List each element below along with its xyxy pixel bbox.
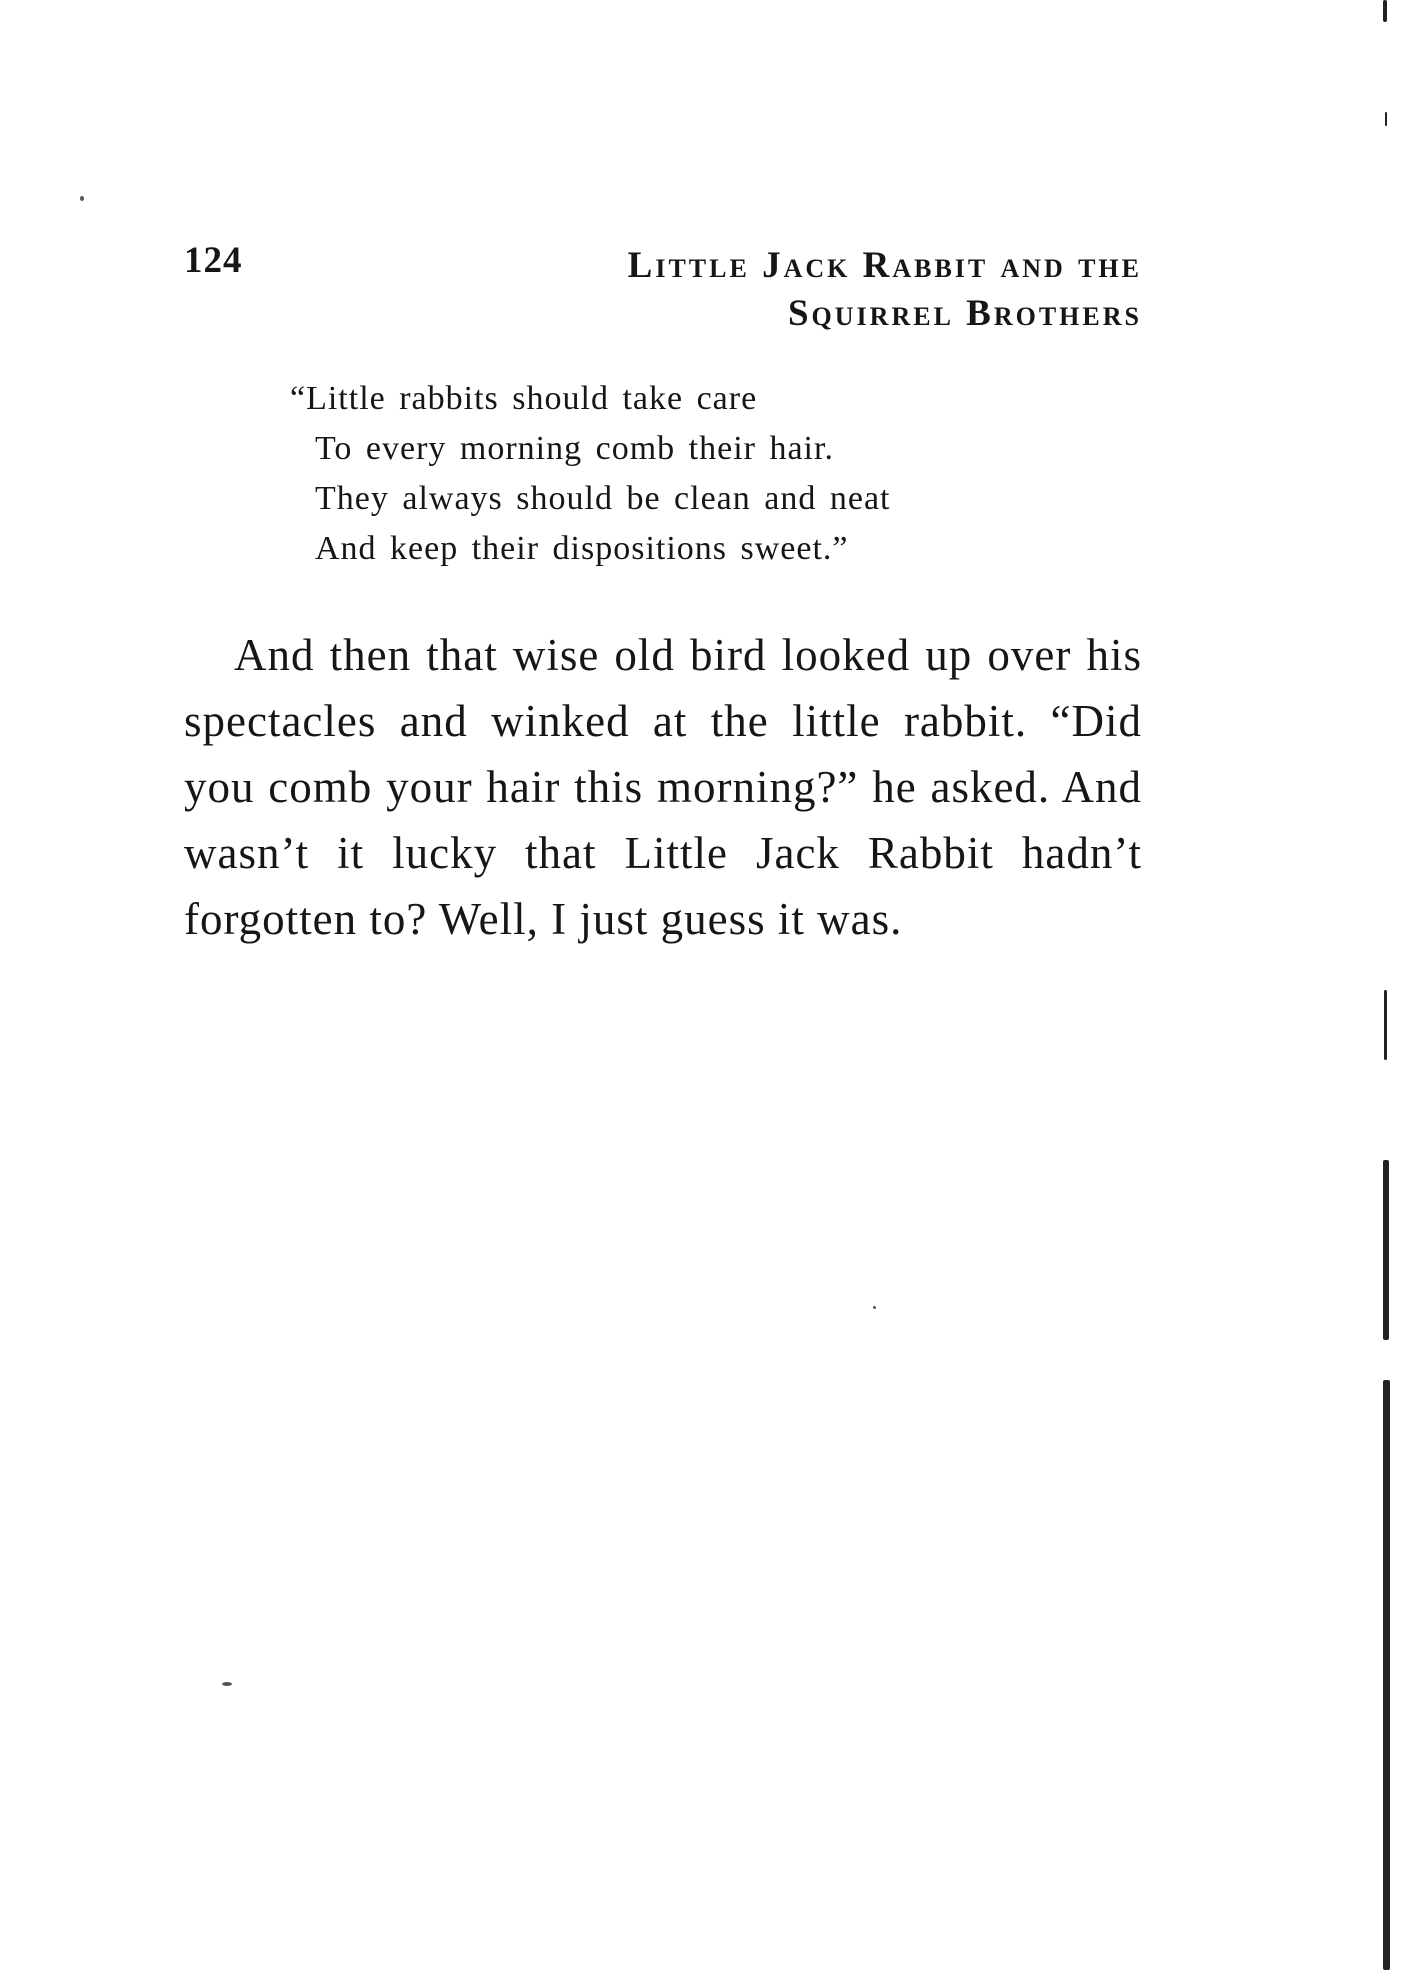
- verse-line-3: They always should be clean and neat: [315, 480, 891, 517]
- running-title-line-2: Squirrel Brothers: [787, 293, 1142, 334]
- verse-block: [290, 374, 890, 574]
- verse-line-2: To every morning comb their hair.: [315, 430, 834, 467]
- scan-speck: [222, 1682, 232, 1686]
- verse-line-4: And keep their dispositions sweet.”: [315, 530, 849, 567]
- running-title: [422, 242, 1142, 338]
- running-title-line-1: Little Jack Rabbit and the: [627, 245, 1142, 286]
- verse-line-1: “Little rabbits should take care: [290, 380, 758, 417]
- body-paragraph: And then that wise old bird looked up over his spectacles and winked at the little rabbit. “Did you comb your hair this morning?” he asked. And wasn’t it lucky that Little Jack Rabbit hadn’t forgotten to? Well, I just guess it was.: [184, 630, 1142, 944]
- scan-edge-shadow: [1367, 0, 1403, 1974]
- scan-speck: [80, 196, 84, 201]
- scan-speck: [873, 1306, 876, 1309]
- page-number: 124: [184, 240, 243, 281]
